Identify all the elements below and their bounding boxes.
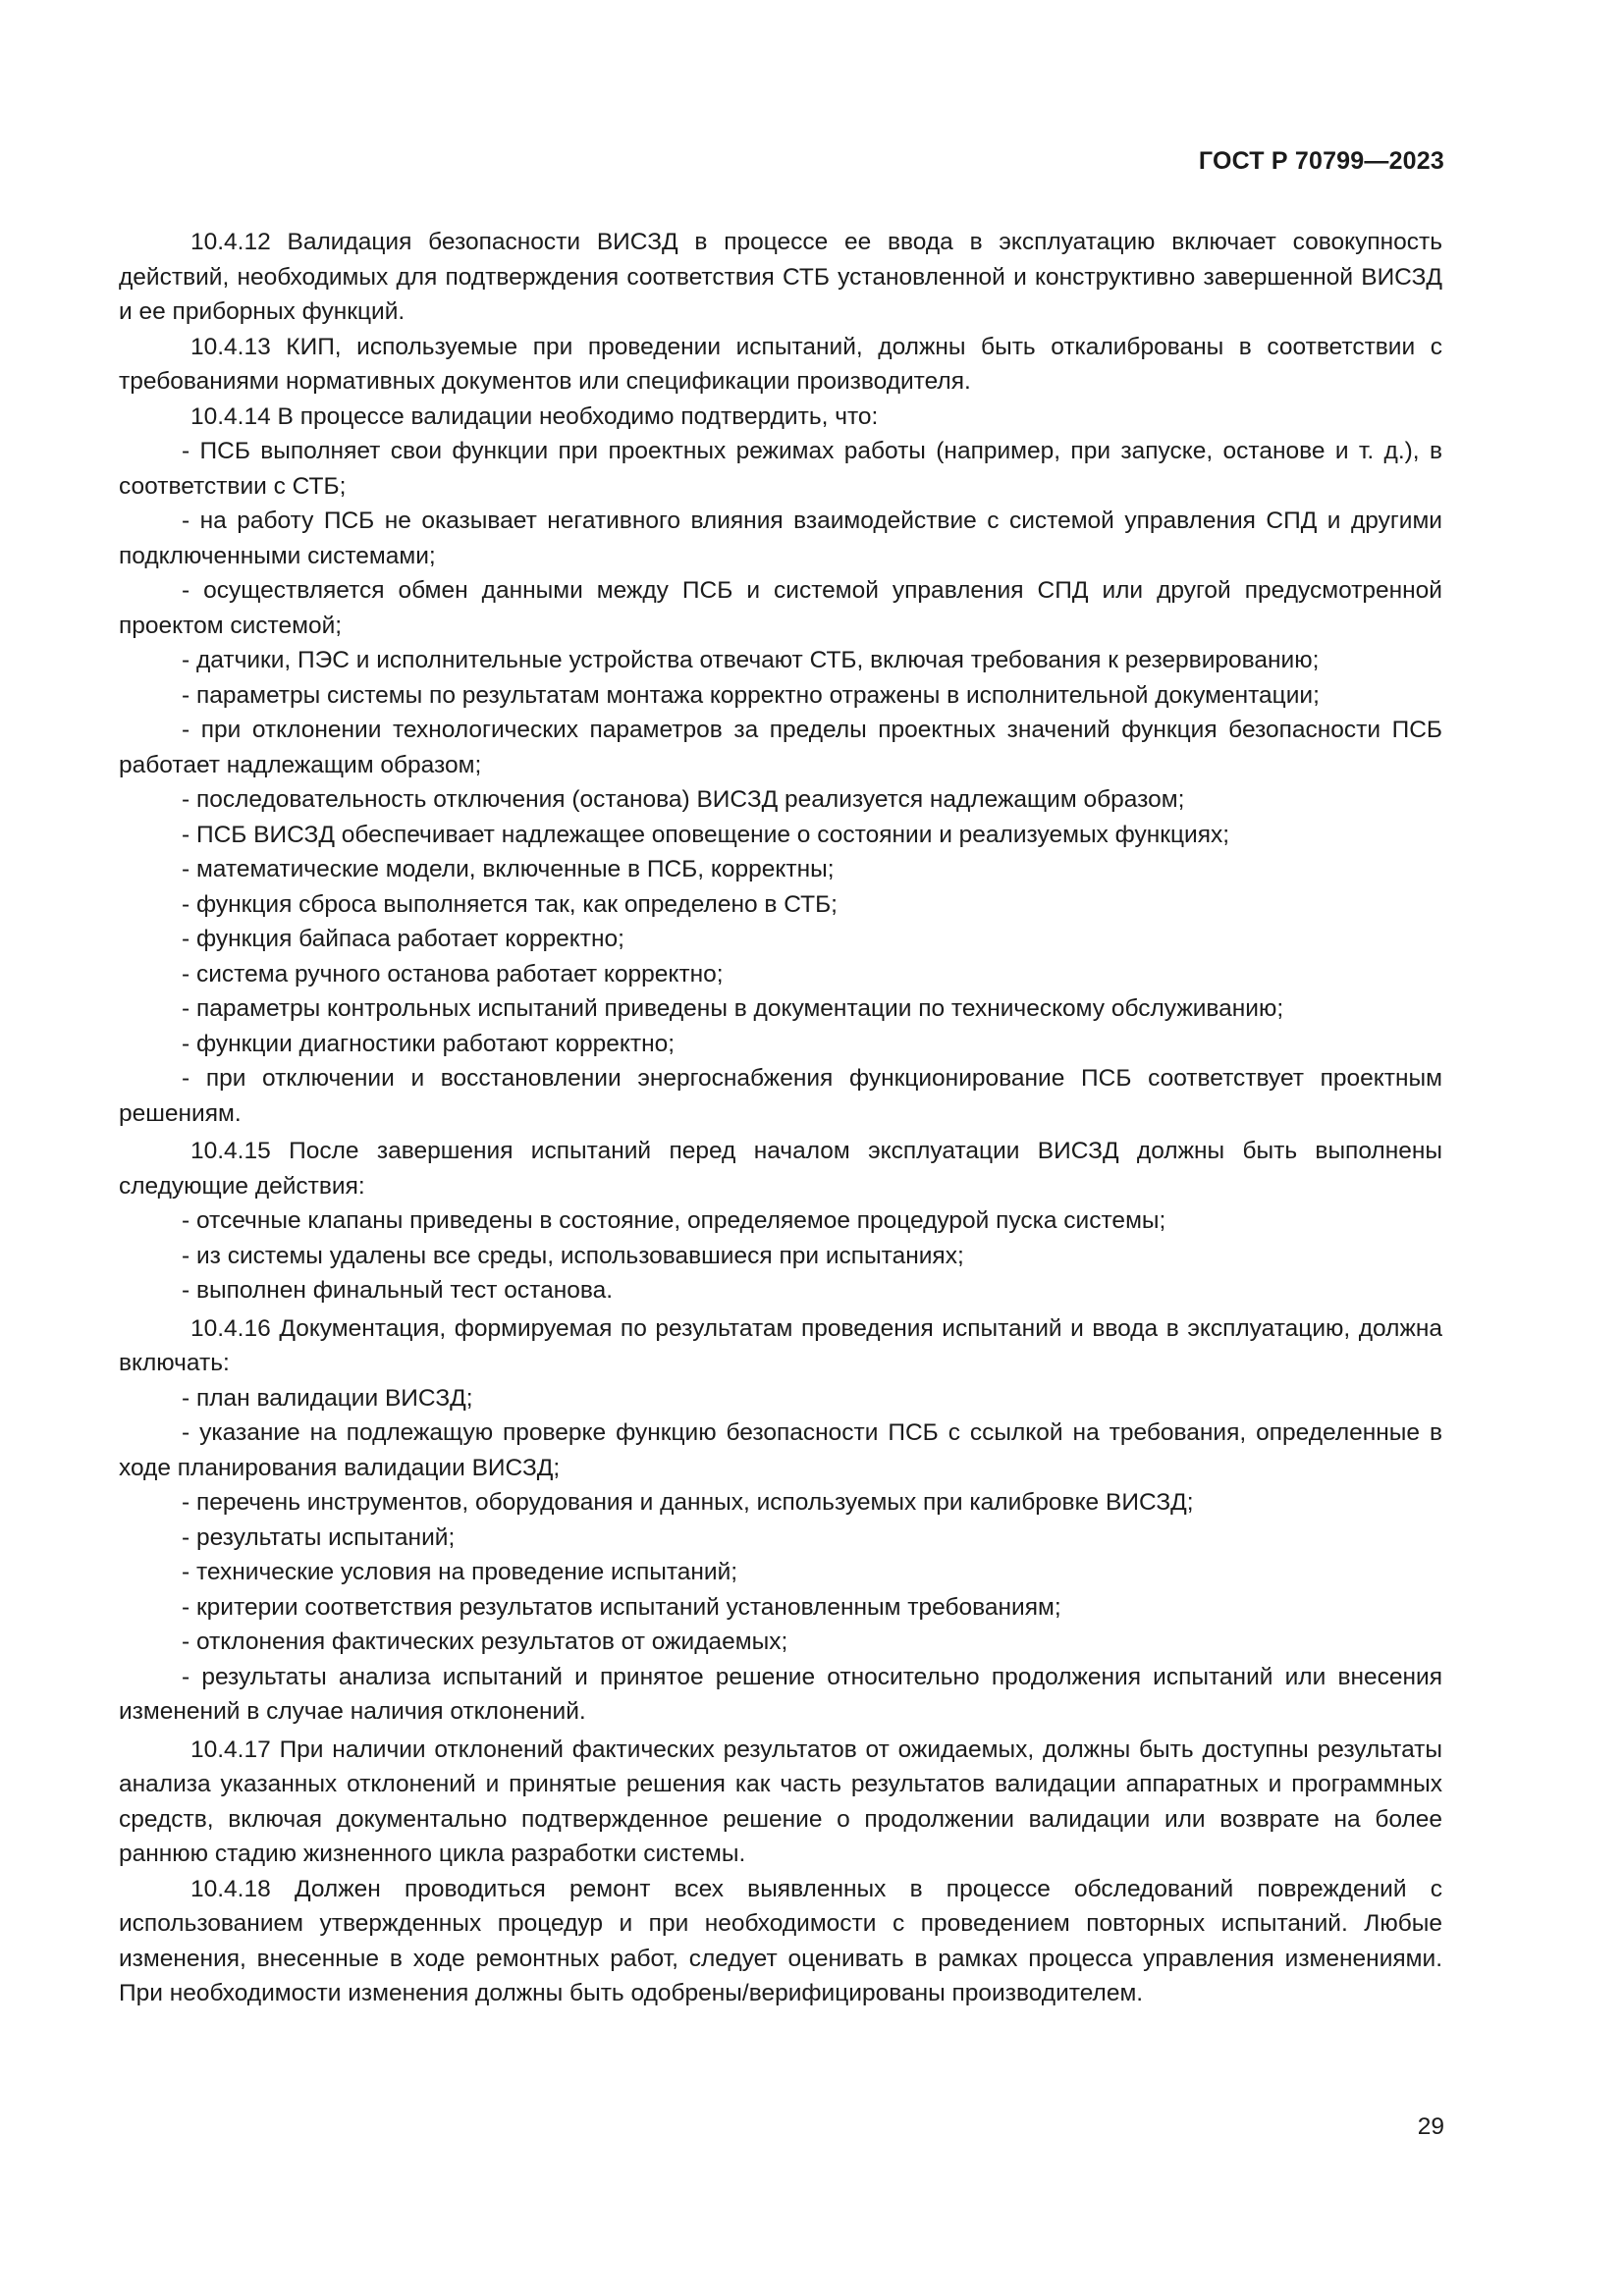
list-item: - отклонения фактических результатов от ожидаемых; (182, 1629, 788, 1655)
standard-designation: ГОСТ Р 70799—2023 (1198, 147, 1444, 175)
clause-paragraph: 10.4.15 После завершения испытаний перед началом эксплуатации ВИСЗД должны быть выполнены следующие действия: (119, 1138, 1442, 1200)
clause-paragraph: 10.4.17 При наличии отклонений фактических результатов от ожидаемых, должны быть доступны результаты анализа указанных отклонений и принятые решения как часть результатов валидации аппаратных и программных средств, включая документально подтвержденное решение о продолжении валидации или возврате на более раннюю стадию жизненного цикла разработки системы. (119, 1735, 1442, 1867)
list-item: - функция сброса выполняется так, как определено в СТБ; (182, 890, 838, 918)
list-item: - функция байпаса работает корректно; (182, 926, 624, 952)
list-item: - критерии соответствия результатов испытаний установленным требованиям; (182, 1593, 1061, 1621)
list-item: - на работу ПСБ не оказывает негативного влияния взаимодействие с системой управления СПД и другими подключенными системами; (119, 507, 1442, 569)
list-item: - осуществляется обмен данными между ПСБ и системой управления СПД или другой предусмотренной проектом системой; (119, 577, 1442, 639)
list-item: - технические условия на проведение испытаний; (182, 1559, 738, 1585)
list-item: - параметры системы по результатам монтажа корректно отражены в исполнительной документации; (182, 681, 1320, 709)
clause-paragraph: 10.4.14 В процессе валидации необходимо подтвердить, что: (190, 402, 879, 430)
list-item: - при отклонении технологических параметров за пределы проектных значений функция безопасности ПСБ работает надлежащим образом; (119, 717, 1442, 778)
page-number: 29 (1417, 2113, 1444, 2140)
list-item: - из системы удалены все среды, использовавшиеся при испытаниях; (182, 1242, 964, 1269)
list-item: - при отключении и восстановлении энергоснабжения функционирование ПСБ соответствует проектным решениям. (119, 1065, 1442, 1127)
list-item: - функции диагностики работают корректно; (182, 1030, 676, 1057)
list-item: - перечень инструментов, оборудования и данных, используемых при калибровке ВИСЗД; (182, 1489, 1194, 1516)
document-body (119, 225, 1442, 2011)
list-item: - отсечные клапаны приведены в состояние, определяемое процедурой пуска системы; (182, 1207, 1166, 1234)
clause-paragraph: 10.4.16 Документация, формируемая по результатам проведения испытаний и ввода в эксплуатацию, должна включать: (119, 1314, 1442, 1376)
clause-paragraph: 10.4.12 Валидация безопасности ВИСЗД в процессе ее ввода в эксплуатацию включает совокупность действий, необходимых для подтверждения соответствия СТБ установленной и конструктивно завершенной ВИСЗД и ее приборных функций. (119, 229, 1442, 325)
clause-paragraph: 10.4.18 Должен проводиться ремонт всех выявленных в процессе обследований повреждений с использованием утвержденных процедур и при необходимости с проведением повторных испытаний. Любые изменения, внесенные в ходе ремонтных работ, следует оценивать в рамках процесса управления изменениями. При необходимости изменения должны быть одобрены/верифицированы производителем. (119, 1875, 1442, 2006)
list-item: - выполнен финальный тест останова. (182, 1277, 614, 1304)
list-item: - последовательность отключения (останова) ВИСЗД реализуется надлежащим образом; (182, 786, 1185, 813)
clause-paragraph: 10.4.13 КИП, используемые при проведении испытаний, должны быть откалиброваны в соответствии с требованиями нормативных документов или спецификации производителя. (119, 333, 1442, 395)
list-item: - план валидации ВИСЗД; (182, 1384, 473, 1412)
list-item: - математические модели, включенные в ПСБ, корректны; (182, 856, 835, 882)
list-item: - указание на подлежащую проверке функцию безопасности ПСБ с ссылкой на требования, определенные в ходе планирования валидации ВИСЗД; (119, 1419, 1442, 1481)
list-item: - система ручного останова работает корректно; (182, 960, 724, 988)
list-item: - ПСБ выполняет свои функции при проектных режимах работы (например, при запуске, останове и т. д.), в соответствии с СТБ; (119, 438, 1442, 500)
list-item: - результаты анализа испытаний и принятое решение относительно продолжения испытаний или внесения изменений в случае наличия отклонений. (119, 1663, 1442, 1725)
list-item: - ПСБ ВИСЗД обеспечивает надлежащее оповещение о состоянии и реализуемых функциях; (182, 821, 1230, 848)
list-item: - результаты испытаний; (182, 1523, 456, 1551)
list-item: - датчики, ПЭС и исполнительные устройства отвечают СТБ, включая требования к резервированию; (182, 647, 1320, 673)
list-item: - параметры контрольных испытаний приведены в документации по техническому обслуживанию; (182, 995, 1284, 1022)
